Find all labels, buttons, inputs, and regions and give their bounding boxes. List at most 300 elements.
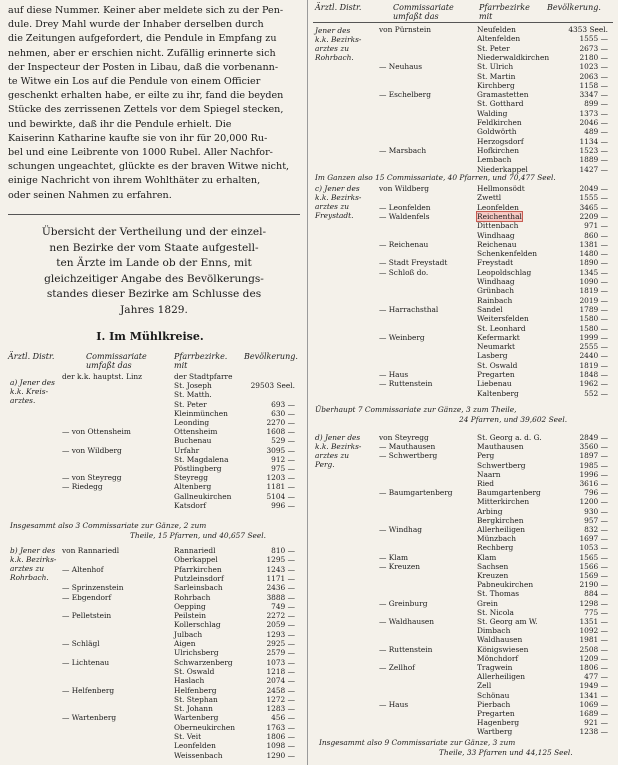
parish-cell: Sandel <box>477 304 503 314</box>
population-cell: 1171 — <box>266 573 295 583</box>
parish-cell: Steyregg <box>174 473 208 483</box>
commissariate-cell: — Schlägl <box>62 639 100 648</box>
column-divider <box>307 0 308 765</box>
population-cell: 2190 — <box>579 580 608 590</box>
parish-cell: St. Gotthard <box>477 99 524 109</box>
heading-line: ten Ärzte im Lande ob der Enns, mit <box>56 257 252 269</box>
paragraph-line: geschenkt erhalten habe, er eilte zu ihr, fand die beyden <box>8 90 284 102</box>
parish-cell: Allerheiligen <box>477 672 526 682</box>
parish-cell: Helfenberg <box>174 685 217 695</box>
population-cell: 1999 — <box>579 332 608 342</box>
population-cell: 2458 — <box>266 685 295 695</box>
parish-cell: St. Leonhard <box>477 323 526 333</box>
parish-cell: Kreuzen <box>477 571 509 580</box>
population-cell: 2059 — <box>266 620 295 630</box>
total-line: Insgesammt also 9 Commissariate zur Gänze, 3 zum <box>319 738 516 747</box>
divider <box>313 22 613 23</box>
divider <box>8 214 300 215</box>
population-cell: 775 — <box>584 607 608 617</box>
heading-line: nen Bezirke der vom Staate aufgestell- <box>49 241 259 254</box>
population-cell: 1566 — <box>579 561 608 571</box>
parish-cell: St. Georg a. d. G. <box>477 433 542 442</box>
heading-line: gleichzeitiger Angabe des Bevölkerungs- <box>44 272 264 285</box>
population-cell: 2063 — <box>579 71 608 81</box>
commissariate-cell: — Ruttenstein <box>379 379 433 389</box>
district-label: a) Jener des <box>10 378 55 387</box>
parish-cell: St. Ulrich <box>477 62 514 72</box>
paragraph-line: bel und eine Leibrente von 1000 Rubel. Aller Nachfor- <box>8 147 273 159</box>
header-parishes: Pfarrbezirke mit <box>479 3 530 21</box>
parish-cell: Hofkirchen <box>477 145 520 155</box>
population-cell: 860 — <box>584 230 608 240</box>
parish-cell: Leopoldschlag <box>477 267 532 277</box>
header-district: Ärztl. Distr. <box>8 352 55 361</box>
parish-cell: Niederkappel <box>477 164 528 174</box>
population-cell: 489 — <box>584 127 608 137</box>
parish-cell: Aigen <box>174 639 196 648</box>
paragraph-line: nehmen, aber er erschien nicht. Zufällig erinnerte sich <box>8 47 276 59</box>
parish-cell: Pabneukirchen <box>477 580 534 590</box>
parish-cell: Liebenau <box>477 379 512 389</box>
population-cell: 3560 — <box>579 442 608 452</box>
population-cell: 1092 — <box>579 626 608 636</box>
parish-cell: Walding <box>477 108 508 118</box>
parish-cell: Tragwein <box>477 663 513 672</box>
population-cell: 2272 — <box>266 611 295 621</box>
parish-cell: Leonding <box>174 418 210 427</box>
parish-cell: St. Stephan <box>174 694 218 704</box>
parish-cell: St. Thomas <box>477 589 520 599</box>
parish-cell: Oberkappel <box>174 555 218 565</box>
commissariate-cell: — Weinberg <box>379 332 425 342</box>
commissariate-cell: — Pelletstein <box>62 611 112 621</box>
parish-cell: Ulrichsberg <box>174 648 219 658</box>
population-cell: 1073 — <box>266 657 295 667</box>
paragraph-line: der Inspecteur der Posten in Libau, daß die vorbenann- <box>8 61 279 73</box>
parish-cell: Hellmonsödt <box>477 184 525 193</box>
commissariate-cell: der k.k. hauptst. Linz <box>62 372 143 381</box>
population-cell: 1565 — <box>579 552 608 562</box>
district-label: c) Jener des <box>315 184 360 193</box>
parish-cell: St. Matth. <box>174 390 212 400</box>
parish-cell: St. Joseph <box>174 381 212 391</box>
parish-cell: Buchenau <box>174 436 212 446</box>
commissariate-cell: — Mauthausen <box>379 442 436 452</box>
total-line: Theile, 33 Pfarren und 44,125 Seel. <box>439 748 573 757</box>
commissariate-cell: — Ruttenstein <box>379 644 433 654</box>
parish-cell: Wartenberg <box>174 713 219 723</box>
parish-cell: Neufelden <box>477 25 516 34</box>
parish-cell: Putzleinsdorf <box>174 573 224 583</box>
population-cell: 1789 — <box>579 304 608 314</box>
commissariate-cell: — Baumgartenberg <box>379 488 453 498</box>
population-cell: 5104 — <box>266 491 295 501</box>
parish-cell: St. Peter <box>174 399 207 409</box>
population-cell: 456 — <box>271 713 295 723</box>
district-label: Perg. <box>315 460 335 469</box>
parish-cell: Pregarten <box>477 370 515 379</box>
commissariate-cell: — Schloß do. <box>379 267 429 277</box>
population-cell: 975 — <box>271 464 295 473</box>
population-cell: 1053 — <box>579 543 608 553</box>
commissariate-cell: von Steyregg <box>379 433 429 442</box>
population-cell: 1209 — <box>579 653 608 663</box>
parish-cell: Windhaag <box>477 277 515 286</box>
population-cell: 1806 — <box>579 663 608 672</box>
population-cell: 749 — <box>271 601 295 611</box>
commissariate-cell: — Windhag <box>379 525 422 534</box>
parish-cell: Pöstlingberg <box>174 464 222 473</box>
parish-cell: Wartberg <box>477 727 513 737</box>
parish-cell: St. Magdalena <box>174 454 229 464</box>
parish-cell: St. Oswald <box>174 666 215 676</box>
parish-cell: Reichenau <box>477 239 517 249</box>
commissariate-cell: — Kreuzen <box>379 561 420 571</box>
parish-cell: Pregarten <box>477 709 515 718</box>
population-cell: 899 — <box>584 99 608 109</box>
population-cell: 1763 — <box>266 722 295 732</box>
population-cell: 1608 — <box>266 427 295 437</box>
parish-cell: Weitersfelden <box>477 314 529 324</box>
population-cell: 930 — <box>584 506 608 516</box>
parish-cell: Windhaag <box>477 230 515 240</box>
population-cell: 1981 — <box>579 635 608 645</box>
parish-cell: St. Johann <box>174 704 213 714</box>
parish-cell: Baumgartenberg <box>477 488 541 498</box>
population-cell: 1345 — <box>579 267 608 277</box>
commissariate-cell: — Haus <box>379 370 409 379</box>
population-cell: 1523 — <box>579 145 608 155</box>
commissariate-cell: — Riedegg <box>62 482 103 492</box>
district-label: arztes zu <box>10 564 44 573</box>
district-label: d) Jener des <box>315 433 361 442</box>
parish-cell: Rechberg <box>477 543 514 553</box>
commissariate-cell: — Sprinzenstein <box>62 583 124 593</box>
population-cell: 529 — <box>271 436 295 446</box>
district-label: Rohrbach. <box>315 53 354 62</box>
parish-cell: Freystadt <box>477 258 514 268</box>
heading-line: Jahres 1829. <box>120 303 188 316</box>
population-cell: 1341 — <box>579 690 608 700</box>
district-label: k.k. Bezirks- <box>10 555 57 564</box>
population-cell: 1890 — <box>579 258 608 268</box>
commissariate-cell: — Helfenberg <box>62 685 115 695</box>
population-cell: 832 — <box>584 525 608 534</box>
population-cell: 1069 — <box>579 699 608 709</box>
commissariate-cell: — Eschelberg <box>379 90 431 100</box>
parish-cell: Kirchberg <box>477 80 515 90</box>
commissariate-cell: — Neuhaus <box>379 62 423 72</box>
population-cell: 1889 — <box>579 155 608 165</box>
parish-cell: Altenfelden <box>477 34 521 44</box>
parish-cell: Kaltenberg <box>477 388 519 398</box>
parish-cell: Mauthausen <box>477 442 524 452</box>
commissariate-cell: — Schwertberg <box>379 451 438 461</box>
parish-cell: Haslach <box>174 676 205 686</box>
parish-cell: Perg <box>477 451 495 461</box>
population-cell: 1351 — <box>579 617 608 626</box>
parish-cell: Grein <box>477 598 498 608</box>
population-cell: 1427 — <box>579 164 608 174</box>
population-cell: 2555 — <box>579 342 608 352</box>
population-cell: 1962 — <box>579 379 608 389</box>
population-cell: 1580 — <box>579 323 608 333</box>
parish-cell: Zell <box>477 681 492 691</box>
parish-cell: Leonfelden <box>174 741 216 751</box>
population-cell: 1897 — <box>579 451 608 461</box>
population-cell: 1200 — <box>579 497 608 507</box>
commissariate-cell: von Wildberg <box>379 184 430 193</box>
population-cell: 1985 — <box>579 460 608 470</box>
total-line: Im Ganzen also 15 Commissariate, 40 Pfarren, und 70,477 Seel. <box>315 173 556 182</box>
population-cell: 912 — <box>271 454 295 464</box>
population-cell: 1580 — <box>579 314 608 324</box>
district-label: k.k. Bezirks- <box>315 193 362 202</box>
population-cell: 2049 — <box>579 184 608 193</box>
district-label: Jener des <box>315 26 351 35</box>
parish-cell: St. Nicola <box>477 607 514 617</box>
population-cell: 1181 — <box>266 482 295 492</box>
district-label: k.k. Bezirks- <box>315 35 362 44</box>
table-heading <box>8 225 300 318</box>
district-label: arztes zu <box>315 202 349 211</box>
parish-cell: Kollerschlag <box>174 620 221 630</box>
parish-cell: Münzbach <box>477 534 517 544</box>
population-cell: 1290 — <box>266 750 295 760</box>
parish-cell: St. Veit <box>174 732 202 741</box>
population-cell: 2440 — <box>579 351 608 361</box>
population-cell: 1569 — <box>579 571 608 580</box>
parish-cell: Schwertberg <box>477 460 526 470</box>
parish-cell: Bergkirchen <box>477 515 524 525</box>
parish-cell: Ottensheim <box>174 427 218 437</box>
parish-cell: Schönau <box>477 690 510 700</box>
parish-cell: Pierbach <box>477 699 511 709</box>
parish-cell: Arbing <box>477 506 503 516</box>
population-cell: 1238 — <box>579 727 608 737</box>
header-parishes: Pfarrbezirke. mit <box>174 352 228 370</box>
district-label: arztes zu <box>315 44 349 53</box>
paragraph-line: dule. Drey Mahl wurde der Inhaber derselben durch <box>8 19 264 31</box>
parish-cell: Naarn <box>477 469 501 479</box>
parish-cell: St. Oswald <box>477 360 518 370</box>
parish-cell: St. Georg am W. <box>477 617 538 626</box>
header-population: Bevölkerung. <box>244 352 298 361</box>
commissariate-cell: — Greinburg <box>379 598 428 608</box>
population-cell: 1203 — <box>266 473 295 483</box>
parish-cell: Schenkenfelden <box>477 249 538 259</box>
commissariate-cell: — Ebgendorf <box>62 592 112 602</box>
population-cell: 796 — <box>584 488 608 498</box>
district-label: k.k. Bezirks- <box>315 442 362 451</box>
parish-cell: Leonfelden <box>477 202 519 212</box>
header-district: Ärztl. Distr. <box>315 3 362 12</box>
population-cell: 2849 — <box>579 433 608 442</box>
commissariate-cell: — Harrachsthal <box>379 304 439 314</box>
commissariate-cell: — Wartenberg <box>62 713 117 723</box>
population-cell: 1272 — <box>266 694 295 704</box>
population-cell: 2019 — <box>579 295 608 305</box>
paragraph-line: schungen ungeachtet, glückte es der braven Witwe nicht, <box>8 161 290 173</box>
parish-cell: Katsdorf <box>174 500 207 510</box>
parish-cell: Rainbach <box>477 295 513 305</box>
parish-cell: Rannariedl <box>174 546 216 555</box>
commissariate-cell: — Altenhof <box>62 564 104 574</box>
parish-cell: Oberneukirchen <box>174 722 235 732</box>
population-cell: 2046 — <box>579 118 608 127</box>
parish-cell: Mönchdorf <box>477 653 519 663</box>
district-title: I. Im Mühlkreise. <box>96 330 204 343</box>
commissariate-cell: — von Steyregg <box>62 473 122 483</box>
paragraph-line: die Zeitungen aufgefordert, die Pendule in Empfang zu <box>8 33 277 45</box>
population-cell: 1298 — <box>579 598 608 608</box>
total-line: Insgesammt also 3 Commissariate zur Gänze, 2 zum <box>10 521 207 530</box>
total-line: Theile, 15 Pfarren, und 40,657 Seel. <box>130 531 266 540</box>
parish-cell: St. Peter <box>477 43 510 53</box>
population-cell: 1098 — <box>266 741 295 751</box>
population-cell: 2074 — <box>266 676 295 686</box>
population-cell: 2673 — <box>579 43 608 53</box>
district-label: b) Jener des <box>10 546 56 555</box>
population-cell: 1689 — <box>579 709 608 718</box>
population-cell: 1295 — <box>266 555 295 565</box>
commissariate-cell: — Leonfelden <box>379 202 431 212</box>
population-cell: 1819 — <box>579 360 608 370</box>
parish-cell: Klam <box>477 552 497 562</box>
parish-cell: Kleinmünchen <box>174 408 228 418</box>
parish-cell: Königswiesen <box>477 644 529 654</box>
commissariate-cell: — Stadt Freystadt <box>379 258 448 268</box>
population-cell: 921 — <box>584 718 608 728</box>
heading-line: Übersicht der Vertheilung und der einzel- <box>41 226 267 238</box>
parish-cell: Hagenberg <box>477 718 520 728</box>
population-cell: 2209 — <box>579 211 608 221</box>
parish-cell: Weissenbach <box>174 750 223 760</box>
population-cell: 3347 — <box>579 90 608 100</box>
paragraph-line: oder seinen Nahmen zu erfahren. <box>8 189 172 201</box>
population-cell: 1381 — <box>579 239 608 249</box>
commissariate-cell: — Zellhof <box>379 663 415 672</box>
paragraph-line: einige Nachricht von ihrem Wohlthäter zu erhalten, <box>8 175 261 187</box>
population-cell: 2436 — <box>266 583 295 593</box>
parish-cell: Lembach <box>477 155 512 165</box>
parish-cell: Gallneukirchen <box>174 491 232 501</box>
population-cell: 1243 — <box>266 564 295 574</box>
parish-cell: Ried <box>477 479 495 488</box>
parish-cell: Altenberg <box>174 482 212 492</box>
parish-cell: Gramastetten <box>477 90 529 100</box>
population-cell: 1555 — <box>579 34 608 44</box>
population-cell: 3616 — <box>579 479 608 488</box>
population-cell: 1555 — <box>579 193 608 203</box>
paragraph-line: Kaiserinn Katharine kaufte sie von ihr für 20,000 Ru- <box>8 132 268 144</box>
population-cell: 477 — <box>584 672 608 682</box>
heading-line: standes dieser Bezirke am Schlusse des <box>46 288 262 300</box>
commissariate-cell: — Lichtenau <box>62 657 110 667</box>
district-label: arztes. <box>10 396 36 405</box>
commissariate-cell: — Marsbach <box>379 145 427 155</box>
population-cell: 4353 Seel. <box>568 25 608 34</box>
parish-cell: Kefermarkt <box>477 332 520 342</box>
commissariate-cell: von Pürnstein <box>379 25 432 34</box>
commissariate-cell: — Haus <box>379 699 409 709</box>
population-cell: 630 — <box>271 408 295 418</box>
population-cell: 3888 — <box>266 592 295 602</box>
commissariate-cell: — Klam <box>379 552 409 562</box>
district-label: Freystadt. <box>315 211 354 220</box>
population-cell: 971 — <box>584 221 608 231</box>
population-cell: 1283 — <box>266 704 295 714</box>
population-cell: 29503 Seel. <box>250 381 295 391</box>
parish-cell: Goldwörth <box>477 127 517 137</box>
header-commissariate: Commissariate umfaßt das <box>86 352 147 370</box>
population-cell: 3465 — <box>579 202 608 212</box>
parish-cell: Mitterkirchen <box>477 497 530 507</box>
parish-cell: Lasberg <box>477 351 508 361</box>
total-line: Überhaupt 7 Commissariate zur Gänze, 3 zum Theile, <box>315 405 517 414</box>
parish-cell: Julbach <box>174 629 203 639</box>
commissariate-cell: — von Ottensheim <box>62 427 131 437</box>
commissariate-cell: von Rannariedl <box>62 546 120 555</box>
population-cell: 552 — <box>584 388 608 398</box>
paragraph-line: te Witwe ein Los auf die Pendule von einem Officier <box>8 76 261 88</box>
population-cell: 1134 — <box>579 136 608 146</box>
parish-cell: Herzogsdorf <box>477 136 524 146</box>
population-cell: 1293 — <box>266 629 295 639</box>
header-commissariate: Commissariate umfaßt das <box>393 3 454 21</box>
population-cell: 1697 — <box>579 534 608 544</box>
paragraph-line: auf diese Nummer. Keiner aber meldete sich zu der Pen- <box>8 5 284 16</box>
population-cell: 957 — <box>584 515 608 525</box>
population-cell: 810 — <box>271 546 295 555</box>
parish-cell: St. Martin <box>477 71 516 81</box>
parish-cell: Sarleinsbach <box>174 583 223 593</box>
population-cell: 1090 — <box>579 277 608 286</box>
district-label: k.k. Kreis- <box>10 387 49 396</box>
population-cell: 1158 — <box>579 80 608 90</box>
population-cell: 2508 — <box>579 644 608 654</box>
parish-cell: Niederwaldkirchen <box>477 52 550 62</box>
total-line: 24 Pfarren, und 39,602 Seel. <box>459 415 568 424</box>
parish-cell: Sachsen <box>477 561 509 571</box>
population-cell: 693 — <box>271 399 295 409</box>
population-cell: 1480 — <box>579 249 608 259</box>
parish-cell: Oepping <box>174 601 206 611</box>
population-cell: 1023 — <box>579 62 608 72</box>
population-cell: 1819 — <box>579 286 608 296</box>
population-cell: 2579 — <box>266 648 295 658</box>
district-label: arztes zu <box>315 451 349 460</box>
header-population: Bevölkerung. <box>547 3 601 12</box>
population-cell: 2180 — <box>579 52 608 62</box>
parish-cell: Dimbach <box>477 626 511 636</box>
paragraph-line: und bewirkte, daß ihr die Pendule erhielt. Die <box>8 118 232 130</box>
commissariate-cell: — Waldhausen <box>379 617 435 626</box>
population-cell: 2270 — <box>266 418 295 427</box>
parish-cell: Urfahr <box>174 445 200 455</box>
parish-cell: Allerheiligen <box>477 525 526 534</box>
population-cell: 996 — <box>271 500 295 510</box>
population-cell: 1218 — <box>266 666 295 676</box>
population-cell: 1373 — <box>579 108 608 118</box>
population-cell: 1806 — <box>266 732 295 741</box>
paragraph-line: Stücke des zerrissenen Zettels vor dem Spiegel stecken, <box>8 104 284 116</box>
parish-cell: Grünbach <box>477 286 514 296</box>
population-cell: 884 — <box>584 589 608 599</box>
story-paragraph <box>8 4 300 203</box>
commissariate-cell: — Waldenfels <box>379 211 430 221</box>
population-cell: 1996 — <box>579 469 608 479</box>
